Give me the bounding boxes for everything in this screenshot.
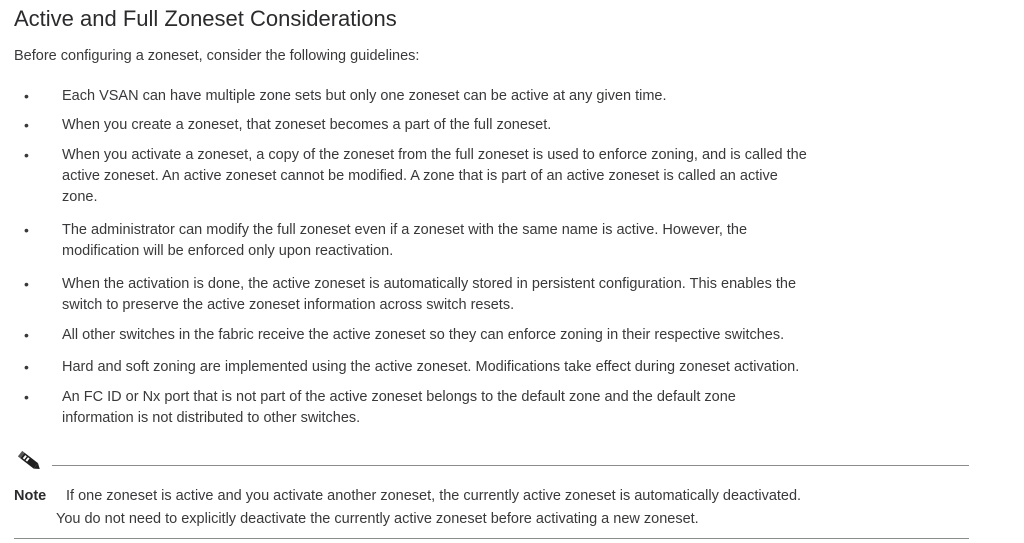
list-item-line: The administrator can modify the full zoneset even if a zoneset with the same name is active. However, the <box>62 222 748 238</box>
note-divider-bottom <box>14 538 969 539</box>
bullet-marker: • <box>24 359 29 375</box>
bullet-marker: • <box>24 117 29 133</box>
list-item-line: When the activation is done, the active zoneset is automatically stored in persistent configuration. This enables the <box>62 276 797 292</box>
pencil-note-icon <box>16 450 44 474</box>
list-item-line: Each VSAN can have multiple zone sets but only one zoneset can be active at any given time. <box>62 88 667 104</box>
bullet-marker: • <box>24 147 29 163</box>
list-item-line: modification will be enforced only upon reactivation. <box>62 243 394 259</box>
bullet-marker: • <box>24 389 29 405</box>
list-item-line: active zoneset. An active zoneset cannot be modified. A zone that is part of an active zoneset is called an active <box>62 168 778 184</box>
list-item-line: information is not distributed to other switches. <box>62 410 361 426</box>
note-divider-top <box>52 465 969 466</box>
list-item-text <box>62 115 972 136</box>
list-item-line: All other switches in the fabric receive the active zoneset so they can enforce zoning in their respective switches. <box>62 327 785 343</box>
list-item-line: An FC ID or Nx port that is not part of the active zoneset belongs to the default zone and the default zone <box>62 389 736 405</box>
bullet-marker: • <box>24 276 29 292</box>
list-item-text <box>62 86 972 107</box>
list-item-text <box>62 325 972 346</box>
list-item-text <box>62 387 972 429</box>
bullet-marker: • <box>24 222 29 238</box>
list-item-text <box>62 220 972 262</box>
list-item-line: zone. <box>62 189 98 205</box>
list-item-line: When you create a zoneset, that zoneset becomes a part of the full zoneset. <box>62 117 552 133</box>
note-text-line-1: If one zoneset is active and you activate another zoneset, the currently active zoneset is automatically deactivated. <box>66 488 802 504</box>
list-item-line: Hard and soft zoning are implemented using the active zoneset. Modifications take effect during zoneset activation. <box>62 359 800 375</box>
list-item-text <box>62 145 972 208</box>
bullet-marker: • <box>24 88 29 104</box>
list-item-line: switch to preserve the active zoneset information across switch resets. <box>62 297 515 313</box>
bullet-marker: • <box>24 327 29 343</box>
list-item-text <box>62 274 972 316</box>
list-item-line: When you activate a zoneset, a copy of the zoneset from the full zoneset is used to enforce zoning, and is called the <box>62 147 807 163</box>
note-label: Note <box>14 488 47 504</box>
section-title: Active and Full Zoneset Considerations <box>14 6 397 31</box>
list-item-text <box>62 357 972 378</box>
note-text-line-2: You do not need to explicitly deactivate the currently active zoneset before activating a new zoneset. <box>56 511 699 527</box>
intro-text: Before configuring a zoneset, consider the following guidelines: <box>14 48 420 64</box>
